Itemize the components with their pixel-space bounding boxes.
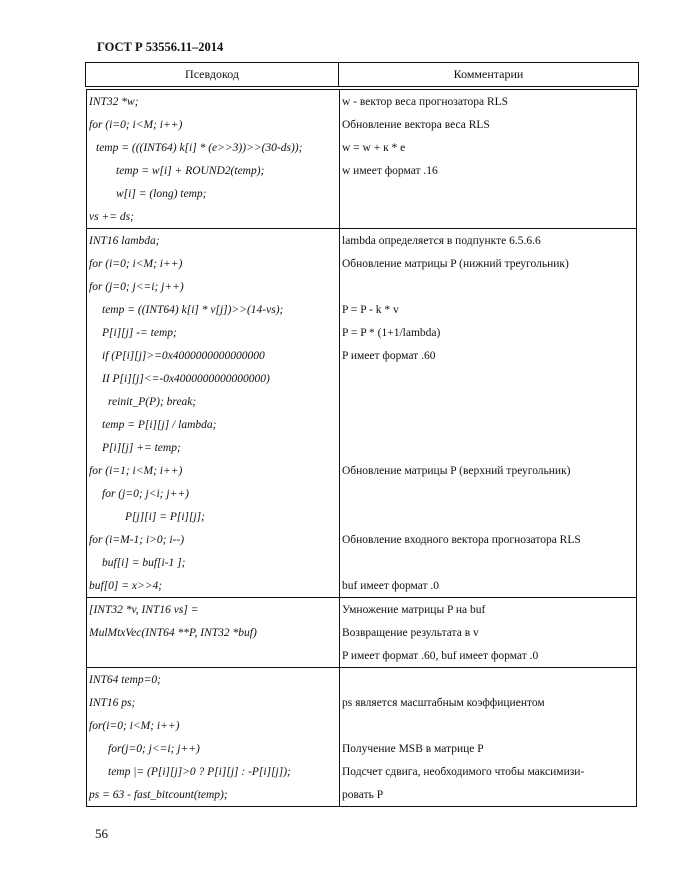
pseudocode-cell: INT16 lambda; <box>87 229 340 252</box>
comment-cell: P = P * (1+1/lambda) <box>342 326 441 339</box>
table-row <box>87 760 636 783</box>
pseudocode-cell: buf[0] = x>>4; <box>87 574 340 597</box>
pseudocode-cell: MulMtxVec(INT64 **P, INT32 *buf) <box>87 621 340 644</box>
table-row <box>87 505 636 528</box>
comment-cell: buf имеет формат .0 <box>342 579 440 592</box>
table-row <box>87 459 636 482</box>
pseudocode-cell: II P[i][j]<=-0x4000000000000000) <box>87 367 340 390</box>
table-row <box>87 551 636 574</box>
comment-cell: P = P - k * v <box>342 303 399 316</box>
comment-cell <box>340 436 636 459</box>
pseudocode-cell: P[j][i] = P[i][j]; <box>87 505 340 528</box>
pseudocode-cell: for (j=0; j<i; j++) <box>87 482 340 505</box>
pseudocode-table <box>85 62 639 807</box>
table-row <box>87 321 636 344</box>
page-number: 56 <box>95 826 108 841</box>
table-row <box>87 621 636 644</box>
pseudocode-cell <box>87 644 340 667</box>
column-header-comments: Комментарии <box>453 67 524 81</box>
comment-cell: w = w + к * e <box>342 141 406 154</box>
table-row <box>87 783 636 806</box>
comment-cell <box>340 714 636 737</box>
table-row <box>87 574 636 597</box>
table-group <box>86 598 637 668</box>
comment-cell <box>340 182 636 205</box>
table-row <box>87 482 636 505</box>
comment-cell: Возвращение результата в v <box>342 626 479 639</box>
table-row <box>87 390 636 413</box>
table-row <box>87 113 636 136</box>
comment-cell: Обновление матрицы P (верхний треугольник) <box>342 464 571 477</box>
pseudocode-cell: [INT32 *v, INT16 vs] = <box>87 598 340 621</box>
comment-cell: Обновление входного вектора прогнозатора RLS <box>342 533 581 546</box>
table-row <box>87 136 636 159</box>
pseudocode-cell: for (i=1; i<M; i++) <box>87 459 340 482</box>
table-row <box>87 298 636 321</box>
comment-cell <box>340 551 636 574</box>
table-group <box>86 229 637 598</box>
table-row <box>87 252 636 275</box>
pseudocode-cell: INT16 ps; <box>87 691 340 714</box>
table-row <box>87 737 636 760</box>
pseudocode-cell: temp = ((INT64) k[i] * v[j])>>(14-vs); <box>87 298 340 321</box>
pseudocode-cell: INT32 *w; <box>87 90 340 113</box>
pseudocode-cell: w[i] = (long) temp; <box>87 182 340 205</box>
pseudocode-cell: reinit_P(P); break; <box>87 390 340 413</box>
table-row <box>87 413 636 436</box>
pseudocode-cell: temp = w[i] + ROUND2(temp); <box>87 159 340 182</box>
pseudocode-cell: for (i=M-1; i>0; i--) <box>87 528 340 551</box>
comment-cell: Обновление матрицы P (нижний треугольник) <box>342 257 569 270</box>
table-row <box>87 182 636 205</box>
pseudocode-cell: for (j=0; j<=i; j++) <box>87 275 340 298</box>
table-row <box>87 528 636 551</box>
table-row <box>87 436 636 459</box>
pseudocode-cell: temp = (((INT64) k[i] * (e>>3))>>(30-ds)); <box>87 136 340 159</box>
pseudocode-cell: buf[i] = buf[i-1 ]; <box>87 551 340 574</box>
table-row <box>87 159 636 182</box>
comment-cell <box>340 390 636 413</box>
comment-cell: Обновление вектора веса RLS <box>342 118 490 131</box>
comment-cell: P имеет формат .60 <box>342 349 436 362</box>
pseudocode-cell: P[i][j] -= temp; <box>87 321 340 344</box>
comment-cell <box>340 275 636 298</box>
comment-cell: lambda определяется в подпункте 6.5.6.6 <box>342 234 541 247</box>
pseudocode-cell: for(i=0; i<M; i++) <box>87 714 340 737</box>
pseudocode-cell: for (i=0; i<M; i++) <box>87 252 340 275</box>
pseudocode-cell: if (P[i][j]>=0x4000000000000000 <box>87 344 340 367</box>
table-row <box>87 691 636 714</box>
comment-cell: Умножение матрицы P на buf <box>342 603 486 616</box>
table-row <box>87 714 636 737</box>
table-row <box>87 644 636 667</box>
pseudocode-cell: ps = 63 - fast_bitcount(temp); <box>87 783 340 806</box>
pseudocode-cell: P[i][j] += temp; <box>87 436 340 459</box>
comment-cell: w имеет формат .16 <box>342 164 438 177</box>
table-row <box>87 668 636 691</box>
comment-cell <box>340 367 636 390</box>
table-group <box>86 89 637 229</box>
table-row <box>87 205 636 228</box>
comment-cell <box>340 668 636 691</box>
comment-cell: ps является масштабным коэффициентом <box>342 696 545 709</box>
table-row <box>87 344 636 367</box>
comment-cell <box>340 505 636 528</box>
column-header-pseudocode: Псевдокод <box>86 63 339 86</box>
comment-cell <box>340 413 636 436</box>
pseudocode-cell: INT64 temp=0; <box>87 668 340 691</box>
table-row <box>87 598 636 621</box>
comment-cell: ровать P <box>342 788 384 801</box>
comment-cell: w - вектор веса прогнозатора RLS <box>342 95 509 108</box>
pseudocode-cell: for(j=0; j<=i; j++) <box>87 737 340 760</box>
pseudocode-cell: vs += ds; <box>87 205 340 228</box>
comment-cell: Получение MSB в матрице P <box>342 742 484 755</box>
table-header-row <box>85 62 639 87</box>
table-row <box>87 367 636 390</box>
comment-cell: P имеет формат .60, buf имеет формат .0 <box>342 649 539 662</box>
table-row <box>87 229 636 252</box>
comment-cell: Подсчет сдвига, необходимого чтобы максимизи- <box>342 765 585 778</box>
comment-cell <box>340 205 636 228</box>
table-row <box>87 275 636 298</box>
pseudocode-cell: temp = P[i][j] / lambda; <box>87 413 340 436</box>
table-row <box>87 90 636 113</box>
table-body <box>85 89 639 807</box>
document-header: ГОСТ Р 53556.11–2014 <box>97 40 224 54</box>
pseudocode-cell: temp |= (P[i][j]>0 ? P[i][j] : -P[i][j]); <box>87 760 340 783</box>
comment-cell <box>340 482 636 505</box>
pseudocode-cell: for (i=0; i<M; i++) <box>87 113 340 136</box>
table-group <box>86 668 637 807</box>
